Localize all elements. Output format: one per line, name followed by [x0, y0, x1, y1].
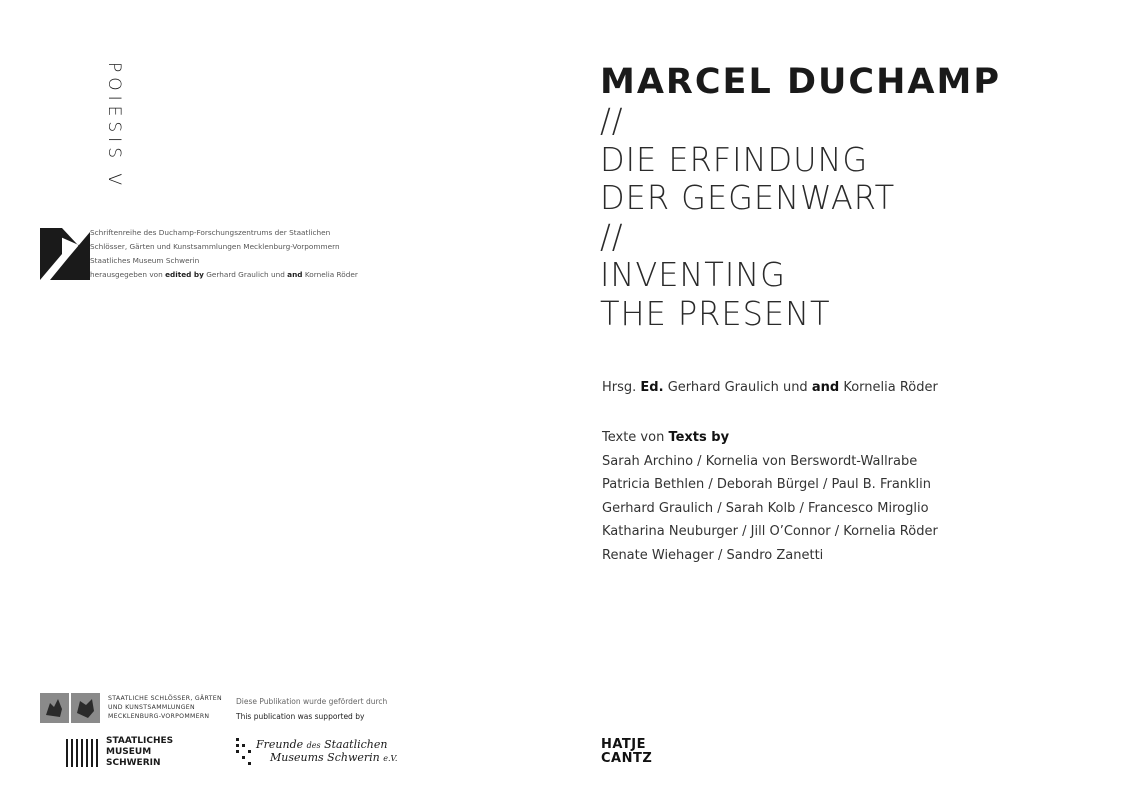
- ssk-logo-text: [108, 694, 222, 721]
- series-title: POIESIS V: [104, 62, 124, 191]
- authors-line: Gerhard Graulich / Sarah Kolb / Francesco Miroglio: [602, 500, 929, 516]
- authors-line: Sarah Archino / Kornelia von Berswordt-Wallrabe: [602, 453, 918, 469]
- museum-schwerin-logo: [66, 736, 173, 769]
- editor-name-a: Gerhard Graulich und: [206, 270, 285, 279]
- freunde-word: e.V.: [383, 754, 398, 763]
- poiesis-logo-icon: [40, 228, 90, 280]
- subtitle-line: THE PRESENT: [600, 293, 831, 333]
- series-desc-line: Schlösser, Gärten und Kunstsammlungen Mecklenburg-Vorpommern: [90, 242, 340, 251]
- support-note: [236, 694, 387, 724]
- texts-en-prefix: Texts by: [668, 430, 730, 445]
- subtitle-line: //: [600, 101, 624, 140]
- subtitle-line: //: [600, 216, 624, 256]
- editor-name-b: Kornelia Röder: [304, 270, 358, 279]
- authors-line: Renate Wiehager / Sandro Zanetti: [602, 547, 824, 563]
- publisher-line: CANTZ: [601, 751, 653, 766]
- editors-line: [602, 380, 938, 395]
- authors-block: [602, 426, 938, 568]
- and-en: and: [287, 270, 303, 279]
- subtitle-line: DER GEGENWART: [600, 178, 896, 217]
- freunde-word: Freunde: [256, 738, 304, 751]
- publisher-logo: [601, 738, 652, 766]
- series-description: [90, 226, 410, 282]
- series-editors-line: [90, 268, 410, 282]
- support-en: This publication was supported by: [236, 712, 365, 721]
- subtitle-line: DIE ERFINDUNG: [600, 139, 869, 179]
- ssk-line: STAATLICHE SCHLÖSSER, GÄRTEN: [108, 695, 222, 702]
- freunde-word: des: [306, 741, 321, 750]
- support-de: Diese Publikation wurde gefördert durch: [236, 697, 388, 706]
- museum-line: STAATLICHES: [106, 736, 174, 746]
- museum-line: MUSEUM: [106, 747, 152, 757]
- freunde-word: Museums Schwerin: [270, 751, 380, 764]
- ssk-emblem-icon: [40, 693, 100, 723]
- book-subtitle: [600, 102, 904, 333]
- freunde-word: Staatlichen: [324, 738, 388, 751]
- subtitle-line: INVENTING: [600, 255, 786, 294]
- ssk-line: UND KUNSTSAMMLUNGEN: [108, 704, 195, 711]
- texts-de-prefix: Texte von: [602, 430, 665, 445]
- editors-and: and: [811, 380, 840, 395]
- editor-names-b: Kornelia Röder: [843, 380, 938, 395]
- museum-bars-icon: [66, 739, 98, 767]
- series-desc-line: Staatliches Museum Schwerin: [90, 256, 200, 265]
- freunde-logo: [236, 738, 397, 766]
- authors-line: Patricia Bethlen / Deborah Bürgel / Paul B. Franklin: [602, 477, 932, 493]
- authors-line: Katharina Neuburger / Jill O’Connor / Kornelia Röder: [602, 524, 938, 540]
- editors-en-prefix: Ed.: [640, 380, 664, 395]
- museum-line: SCHWERIN: [106, 758, 161, 768]
- series-desc-line: Schriftenreihe des Duchamp-Forschungszentrums der Staatlichen: [90, 228, 331, 237]
- edited-by-de: herausgegeben von: [90, 270, 163, 279]
- freunde-line2: [256, 752, 397, 765]
- texts-heading: [602, 426, 938, 450]
- editor-names-a: Gerhard Graulich und: [667, 380, 808, 395]
- book-title: MARCEL DUCHAMP: [600, 62, 1001, 102]
- publisher-line: HATJE: [601, 737, 647, 752]
- editors-de-prefix: Hrsg.: [602, 380, 637, 395]
- edited-by-en: edited by: [165, 270, 204, 279]
- ssk-line: MECKLENBURG-VORPOMMERN: [108, 713, 210, 720]
- freunde-dots-icon: [236, 738, 252, 766]
